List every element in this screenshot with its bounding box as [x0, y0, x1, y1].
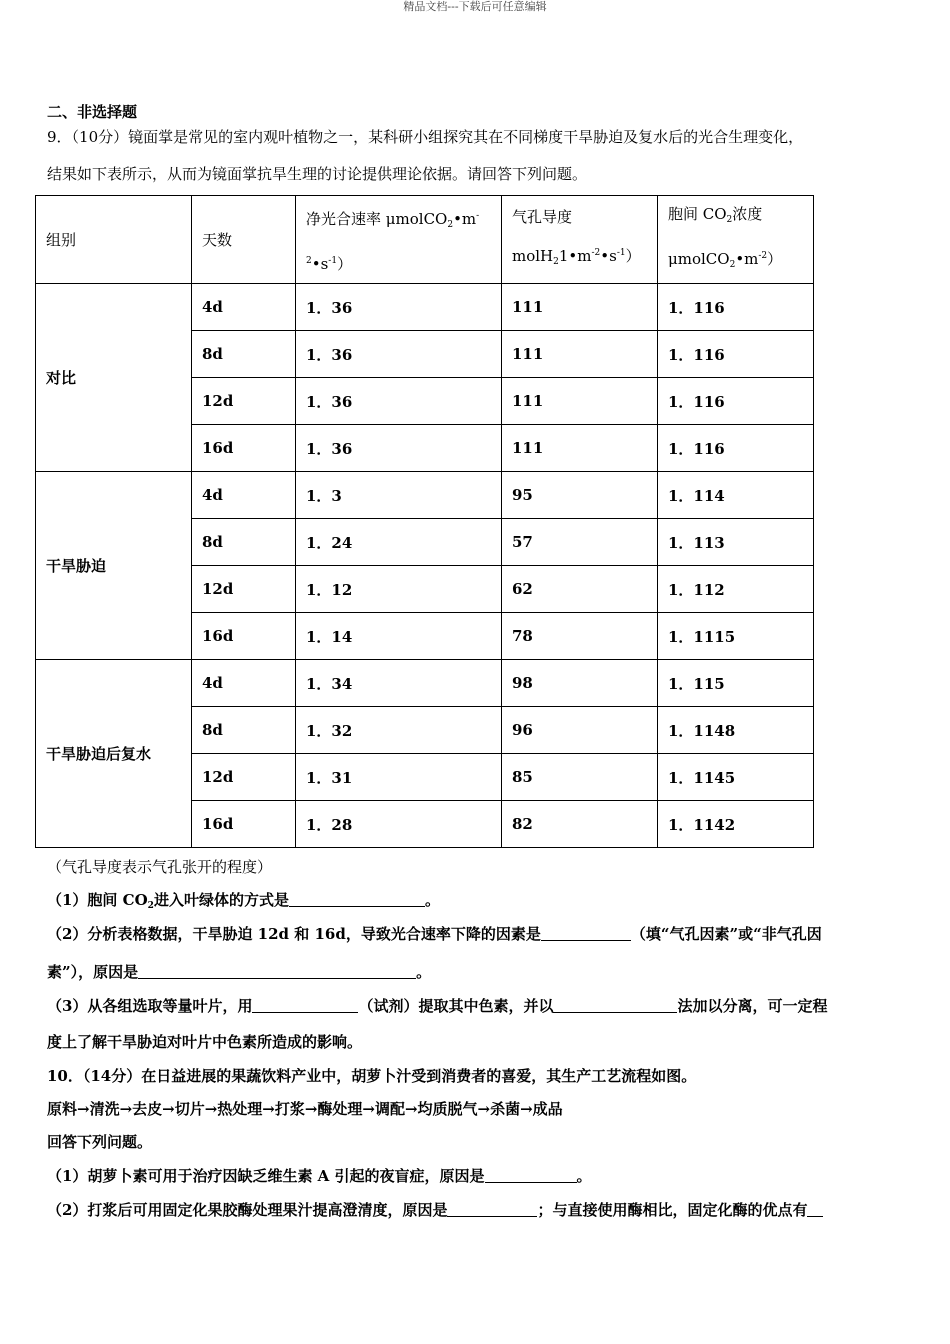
intercellular-co2-cell: 1．116	[658, 378, 814, 425]
q10-question-2: （2）打浆后可用固定化果胶酶处理果汁提高澄清度，原因是 ；与直接使用酶相比，固定化酶的优点有	[47, 1200, 823, 1220]
intercellular-co2-cell: 1．116	[658, 331, 814, 378]
table-header-row	[36, 196, 814, 284]
q9-question-2-line2: 素”），原因是 。	[47, 963, 432, 981]
net-photosynthesis-cell: 1．3	[296, 472, 502, 519]
day-cell: 16d	[192, 425, 296, 472]
header-group: 组别	[36, 196, 192, 284]
day-cell: 8d	[192, 519, 296, 566]
stomatal-conductance-cell: 96	[502, 707, 658, 754]
q9-intro-line2: 结果如下表所示，从而为镜面掌抗旱生理的讨论提供理论依据。请回答下列问题。	[47, 165, 588, 183]
net-photosynthesis-cell: 1．36	[296, 425, 502, 472]
day-cell: 16d	[192, 613, 296, 660]
q9-question-3-line1: （3）从各组选取等量叶片，用 （试剂）提取其中色素，并以 法加以分离，可一定程	[47, 997, 828, 1015]
header-net-photosynthesis: 净光合速率 μmolCO$_2$•m- $^2•s^{-1}$）	[296, 196, 502, 284]
table-row	[36, 472, 814, 519]
answer-blank[interactable]	[447, 1201, 537, 1217]
stomatal-conductance-cell: 57	[502, 519, 658, 566]
group-name-cell: 干旱胁迫	[36, 472, 192, 660]
day-cell: 12d	[192, 378, 296, 425]
day-cell: 16d	[192, 801, 296, 848]
page-header: 精品文档---下载后可任意编辑	[403, 0, 547, 13]
q9-intro-line1: 9．（10分）镜面掌是常见的室内观叶植物之一，某科研小组探究其在不同梯度干旱胁迫及复水后的光合生理变化，	[47, 128, 804, 146]
net-photosynthesis-cell: 1．36	[296, 378, 502, 425]
day-cell: 4d	[192, 284, 296, 331]
q9-question-2-line1: （2）分析表格数据，干旱胁迫 12d 和 16d，导致光合速率下降的因素是 （填“气孔因素”或“非气孔因	[47, 925, 822, 943]
q10-question-1: （1）胡萝卜素可用于治疗因缺乏维生素 A 引起的夜盲症，原因是 。	[47, 1167, 592, 1185]
day-cell: 4d	[192, 660, 296, 707]
day-cell: 8d	[192, 707, 296, 754]
intercellular-co2-cell: 1．116	[658, 284, 814, 331]
q9-question-1: （1）胞间 $CO_2$进入叶绿体的方式是 。	[47, 891, 440, 911]
answer-blank[interactable]	[553, 997, 677, 1013]
net-photosynthesis-cell: 1．28	[296, 801, 502, 848]
answer-blank[interactable]	[807, 1201, 823, 1217]
net-photosynthesis-cell: 1．31	[296, 754, 502, 801]
net-photosynthesis-cell: 1．36	[296, 284, 502, 331]
intercellular-co2-cell: 1．1142	[658, 801, 814, 848]
q10-prompt: 回答下列问题。	[47, 1133, 153, 1151]
answer-blank[interactable]	[289, 891, 425, 907]
net-photosynthesis-cell: 1．36	[296, 331, 502, 378]
day-cell: 12d	[192, 754, 296, 801]
stomatal-conductance-cell: 62	[502, 566, 658, 613]
group-name-cell: 对比	[36, 284, 192, 472]
header-days: 天数	[192, 196, 296, 284]
q9-question-3-line2: 度上了解干旱胁迫对叶片中色素所造成的影响。	[47, 1033, 363, 1051]
results-table	[35, 195, 814, 848]
stomatal-conductance-cell: 98	[502, 660, 658, 707]
intercellular-co2-cell: 1．116	[658, 425, 814, 472]
intercellular-co2-cell: 1．1145	[658, 754, 814, 801]
table-row	[36, 660, 814, 707]
stomatal-conductance-cell: 82	[502, 801, 658, 848]
header-stomatal-conductance: 气孔导度 $molH_21•m^{-2}•s^{-1}$）	[502, 196, 658, 284]
stomatal-conductance-cell: 111	[502, 425, 658, 472]
intercellular-co2-cell: 1．112	[658, 566, 814, 613]
group-name-cell: 干旱胁迫后复水	[36, 660, 192, 848]
stomatal-conductance-cell: 95	[502, 472, 658, 519]
header-intercellular-co2: 胞间 $CO_2$浓度 $\mu molCO_2•m^{-2}$）	[658, 196, 814, 284]
stomatal-conductance-cell: 111	[502, 331, 658, 378]
net-photosynthesis-cell: 1．34	[296, 660, 502, 707]
stomatal-conductance-cell: 111	[502, 284, 658, 331]
stomatal-conductance-cell: 78	[502, 613, 658, 660]
section-title: 二、非选择题	[47, 103, 138, 121]
stomatal-conductance-cell: 85	[502, 754, 658, 801]
answer-blank[interactable]	[138, 963, 416, 979]
stomatal-conductance-cell: 111	[502, 378, 658, 425]
net-photosynthesis-cell: 1．12	[296, 566, 502, 613]
intercellular-co2-cell: 1．1148	[658, 707, 814, 754]
day-cell: 12d	[192, 566, 296, 613]
net-photosynthesis-cell: 1．14	[296, 613, 502, 660]
intercellular-co2-cell: 1．114	[658, 472, 814, 519]
answer-blank[interactable]	[541, 925, 631, 941]
day-cell: 8d	[192, 331, 296, 378]
net-photosynthesis-cell: 1．32	[296, 707, 502, 754]
net-photosynthesis-cell: 1．24	[296, 519, 502, 566]
answer-blank[interactable]	[485, 1167, 577, 1183]
day-cell: 4d	[192, 472, 296, 519]
intercellular-co2-cell: 1．115	[658, 660, 814, 707]
table-row	[36, 284, 814, 331]
q10-process-flow: 原料→清洗→去皮→切片→热处理→打浆→酶处理→调配→均质脱气→杀菌→成品	[47, 1100, 563, 1118]
q9-note: （气孔导度表示气孔张开的程度）	[47, 858, 273, 876]
intercellular-co2-cell: 1．1115	[658, 613, 814, 660]
q10-intro: 10．（14分）在日益进展的果蔬饮料产业中，胡萝卜汁受到消费者的喜爱，其生产工艺流程如图。	[47, 1067, 697, 1085]
intercellular-co2-cell: 1．113	[658, 519, 814, 566]
answer-blank[interactable]	[252, 997, 358, 1013]
